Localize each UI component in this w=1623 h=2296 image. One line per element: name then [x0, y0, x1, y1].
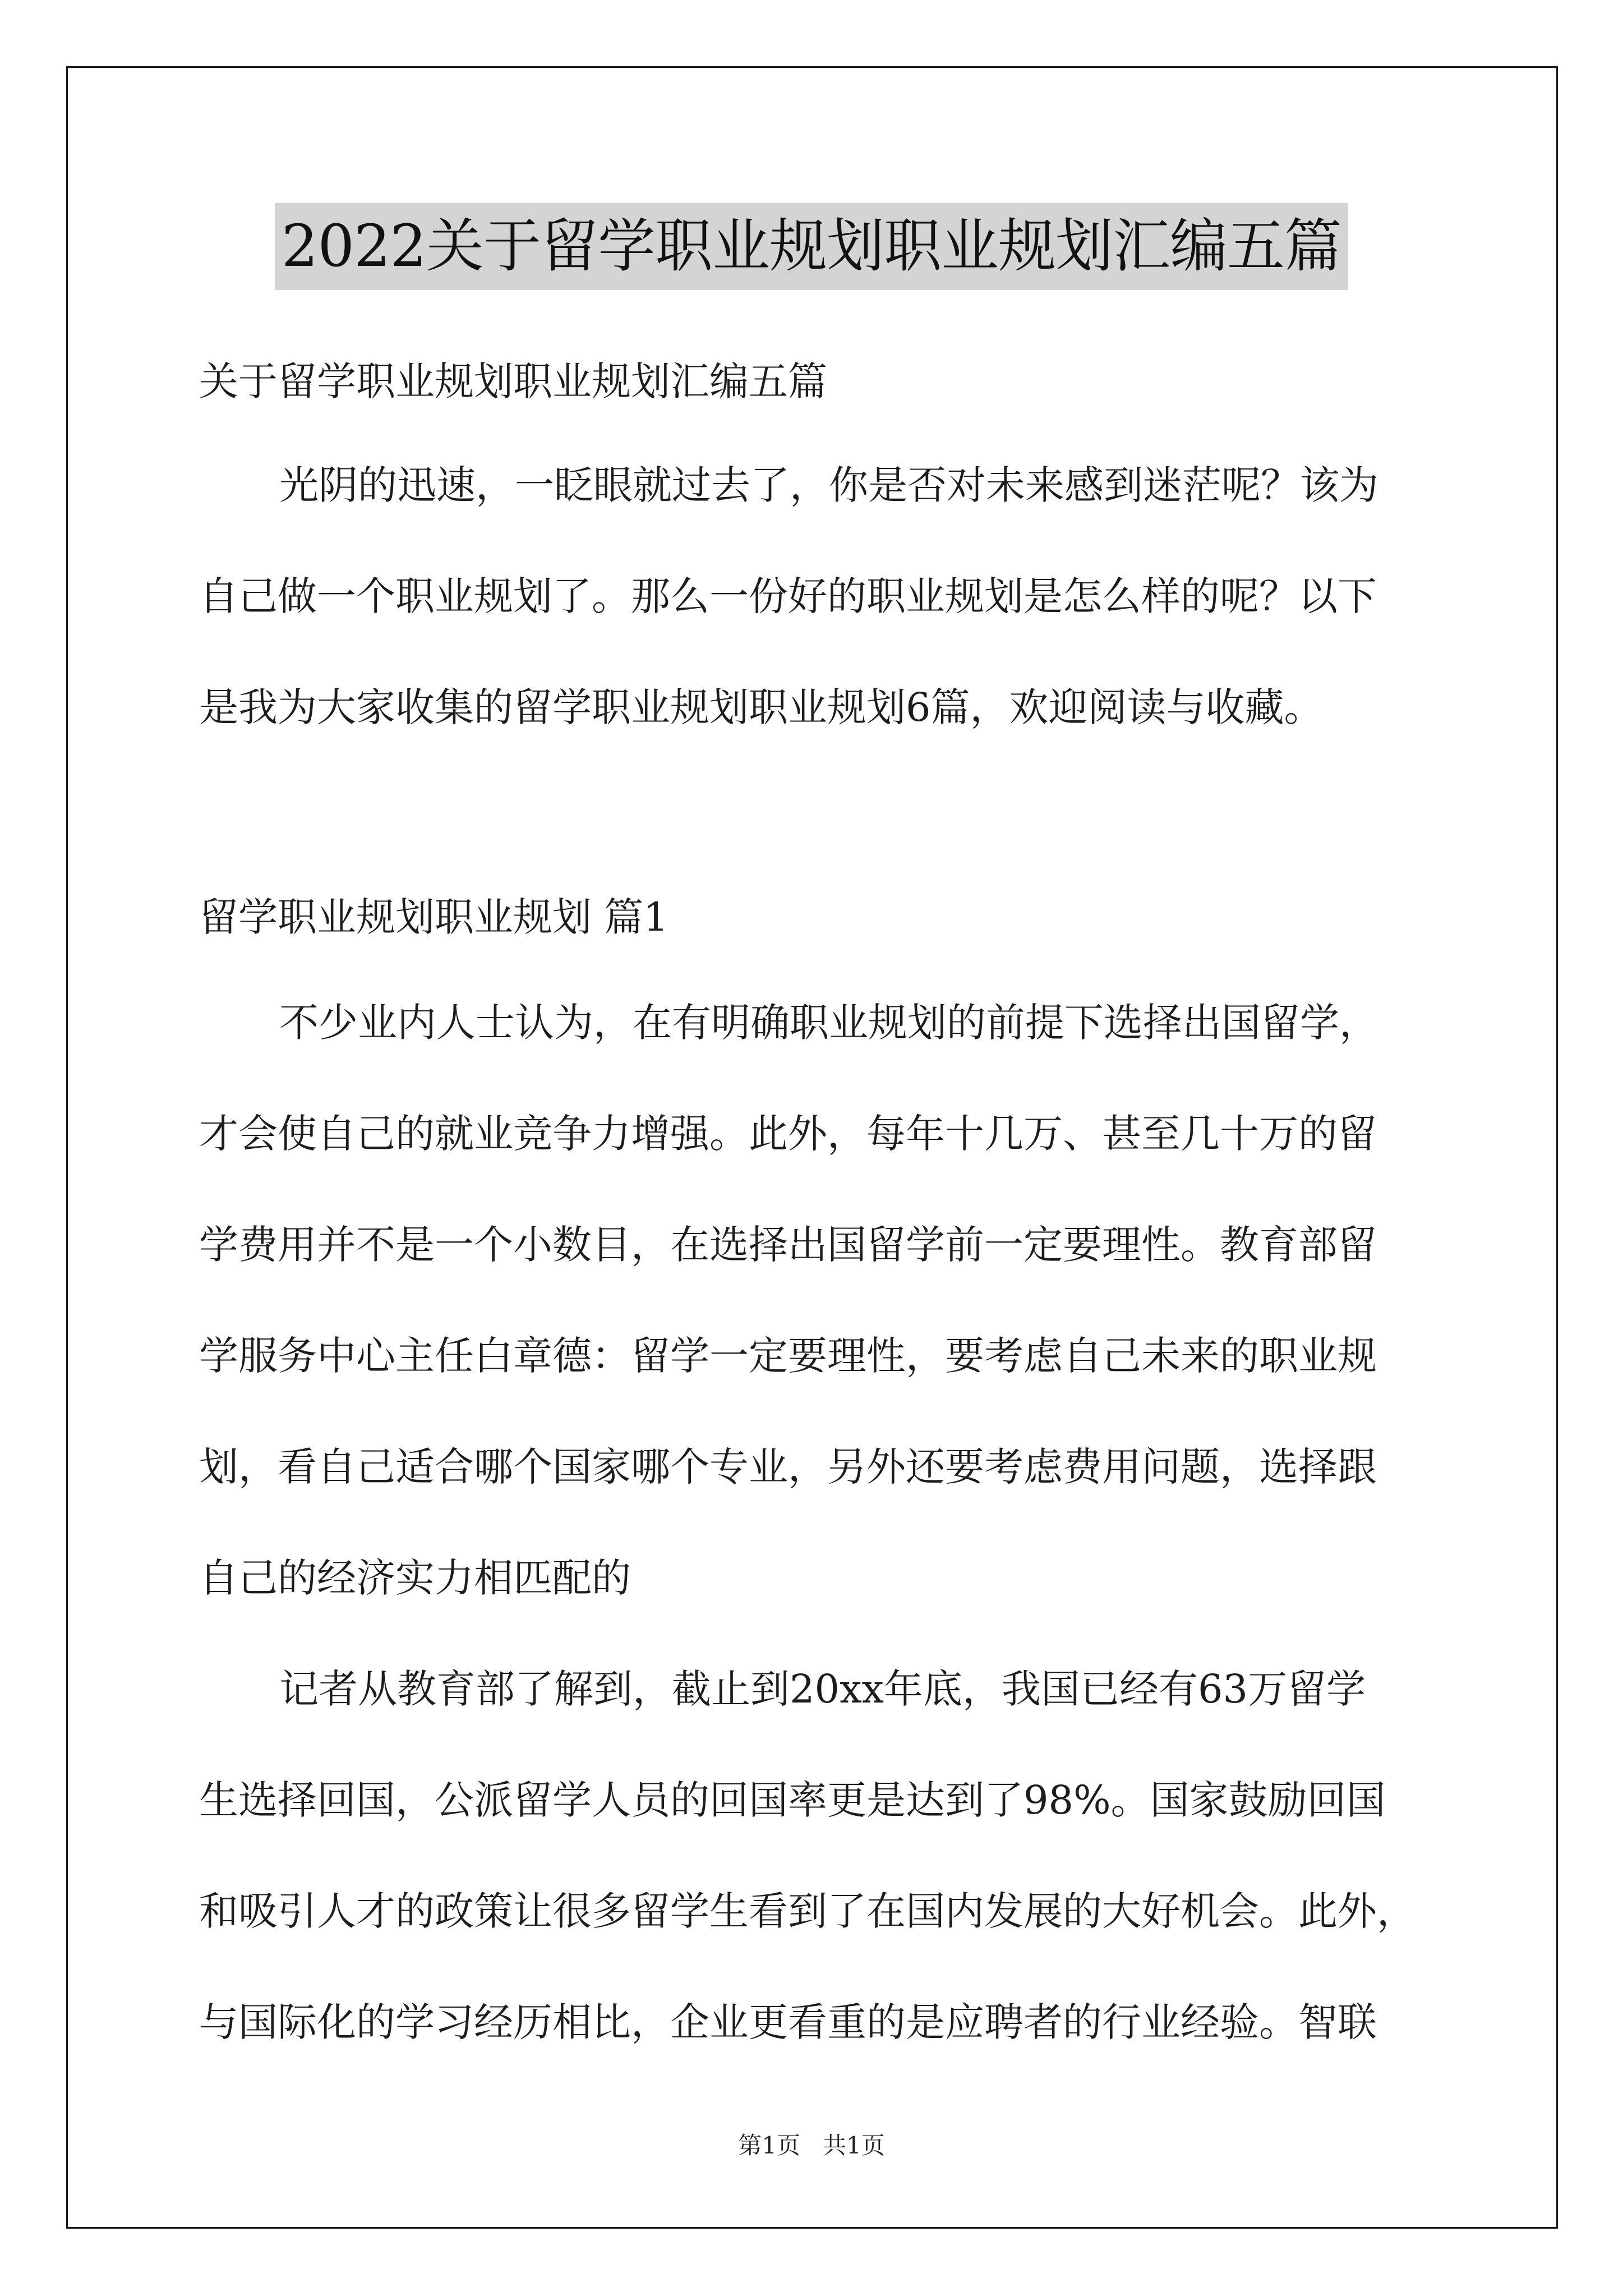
- paragraph-line: 生选择回国，公派留学人员的回国率更是达到了98%。国家鼓励回国: [199, 1777, 1386, 1823]
- paragraph-line: 划，看自己适合哪个国家哪个专业，另外还要考虑费用问题，选择跟: [199, 1444, 1377, 1490]
- title-container: [0, 203, 1623, 290]
- document-title: 2022关于留学职业规划职业规划汇编五篇: [275, 203, 1348, 290]
- paragraph-line: 学服务中心主任白章德：留学一定要理性，要考虑自己未来的职业规: [199, 1333, 1377, 1379]
- paragraph-line: 才会使自己的就业竞争力增强。此外，每年十几万、甚至几十万的留: [199, 1111, 1377, 1157]
- intro-line: 是我为大家收集的留学职业规划职业规划6篇，欢迎阅读与收藏。: [199, 684, 1324, 730]
- paragraph-line: 自己的经济实力相匹配的: [199, 1555, 631, 1601]
- section-heading: 留学职业规划职业规划 篇1: [199, 894, 668, 940]
- document-subtitle: 关于留学职业规划职业规划汇编五篇: [199, 358, 827, 404]
- paragraph-line: 和吸引人才的政策让很多留学生看到了在国内发展的大好机会。此外，: [199, 1888, 1416, 1934]
- paragraph-line: 学费用并不是一个小数目，在选择出国留学前一定要理性。教育部留: [199, 1222, 1377, 1268]
- paragraph-line: 不少业内人士认为，在有明确职业规划的前提下选择出国留学，: [279, 1000, 1378, 1046]
- intro-line: 自己做一个职业规划了。那么一份好的职业规划是怎么样的呢？以下: [199, 573, 1377, 619]
- paragraph-line: 记者从教育部了解到，截止到20xx年底，我国已经有63万留学: [279, 1666, 1366, 1712]
- intro-line: 光阴的迅速，一眨眼就过去了，你是否对未来感到迷茫呢？该为: [279, 462, 1378, 508]
- paragraph-line: 与国际化的学习经历相比，企业更看重的是应聘者的行业经验。智联: [199, 1999, 1377, 2045]
- page-footer: 第1页 共1页: [738, 2132, 885, 2159]
